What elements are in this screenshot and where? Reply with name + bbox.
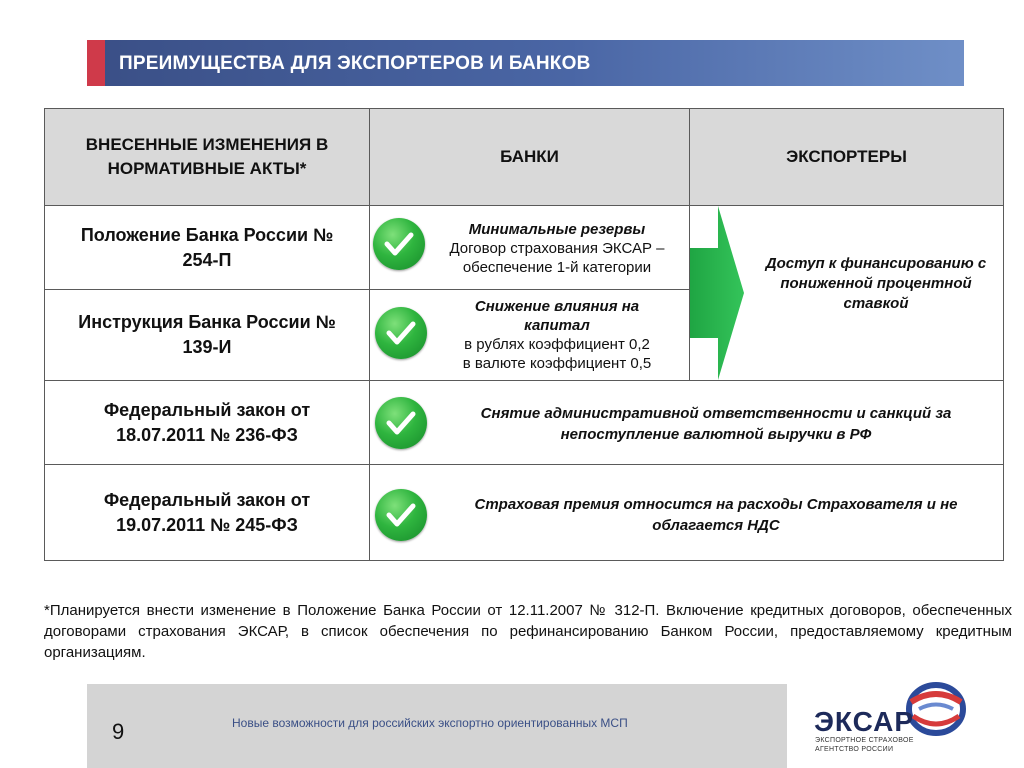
bank-benefit-2 [422,297,692,373]
table-row-act [44,380,370,465]
footnote: *Планируется внести изменение в Положение Банка России от 12.11.2007 № 312-П. Включение кредитных договоров, обеспеченных договорами страхования ЭКСАР, в список обеспечения по рефинансированию Банком России, предоставляемому кредитным организациям. [44,602,1012,661]
header-acts-label: ВНЕСЕННЫЕ ИЗМЕНЕНИЯ В НОРМАТИВНЫЕ АКТЫ* [85,135,329,178]
act-label: Положение Банка России № 254-П [80,224,334,270]
eksar-logo-icon [905,682,967,736]
check-icon [375,489,427,541]
table-row-act [44,205,370,290]
bank-benefit-text: Договор страхования ЭКСАР – обеспечение 1-й категории [449,240,665,276]
arrow-right-icon [690,206,746,380]
bank-benefit-title: Минимальные резервы [468,221,646,238]
bank-benefit-text: в рублях коэффициент 0,2 [464,336,650,353]
page-title: ПРЕИМУЩЕСТВА ДЛЯ ЭКСПОРТЕРОВ И БАНКОВ [119,53,591,74]
logo-name: ЭКСАР [814,706,915,737]
benefit-text: Снятие административной ответственности и санкций за непоступление валютной выручки в РФ [480,405,952,443]
act-label: Инструкция Банка России № 139-И [78,312,336,357]
act-label: Федеральный закон от 18.07.2011 № 236-ФЗ [103,399,311,445]
table-row-act [44,464,370,561]
title-accent [87,40,105,86]
benefit-text: Страховая премия относится на расходы Страхователя и не облагается НДС [474,496,958,534]
header-exporters-label: ЭКСПОРТЕРЫ [786,147,907,166]
footer-text: Новые возможности для российских экспортно ориентированных МСП [232,716,628,730]
header-banks-label: БАНКИ [500,147,559,166]
header-acts [44,108,370,206]
check-icon [373,218,425,270]
page-number: 9 [112,719,125,744]
logo-subtitle: ЭКСПОРТНОЕ СТРАХОВОЕ [815,737,914,744]
table-row-act [44,289,370,381]
bank-benefit-text: в валюте коэффициент 0,5 [462,355,652,372]
exporters-benefit: Доступ к финансированию с пониженной процентной ставкой [765,255,987,312]
bank-benefit-title: Снижение влияния на капитал [474,298,640,334]
title-bar [87,40,964,86]
act-label: Федеральный закон от 19.07.2011 № 245-ФЗ [103,489,311,535]
header-exporters [689,108,1004,206]
check-icon [375,397,427,449]
logo-subtitle: АГЕНТСТВО РОССИИ [815,746,894,753]
bank-benefit-1 [422,220,692,277]
header-banks [369,108,690,206]
check-icon [375,307,427,359]
